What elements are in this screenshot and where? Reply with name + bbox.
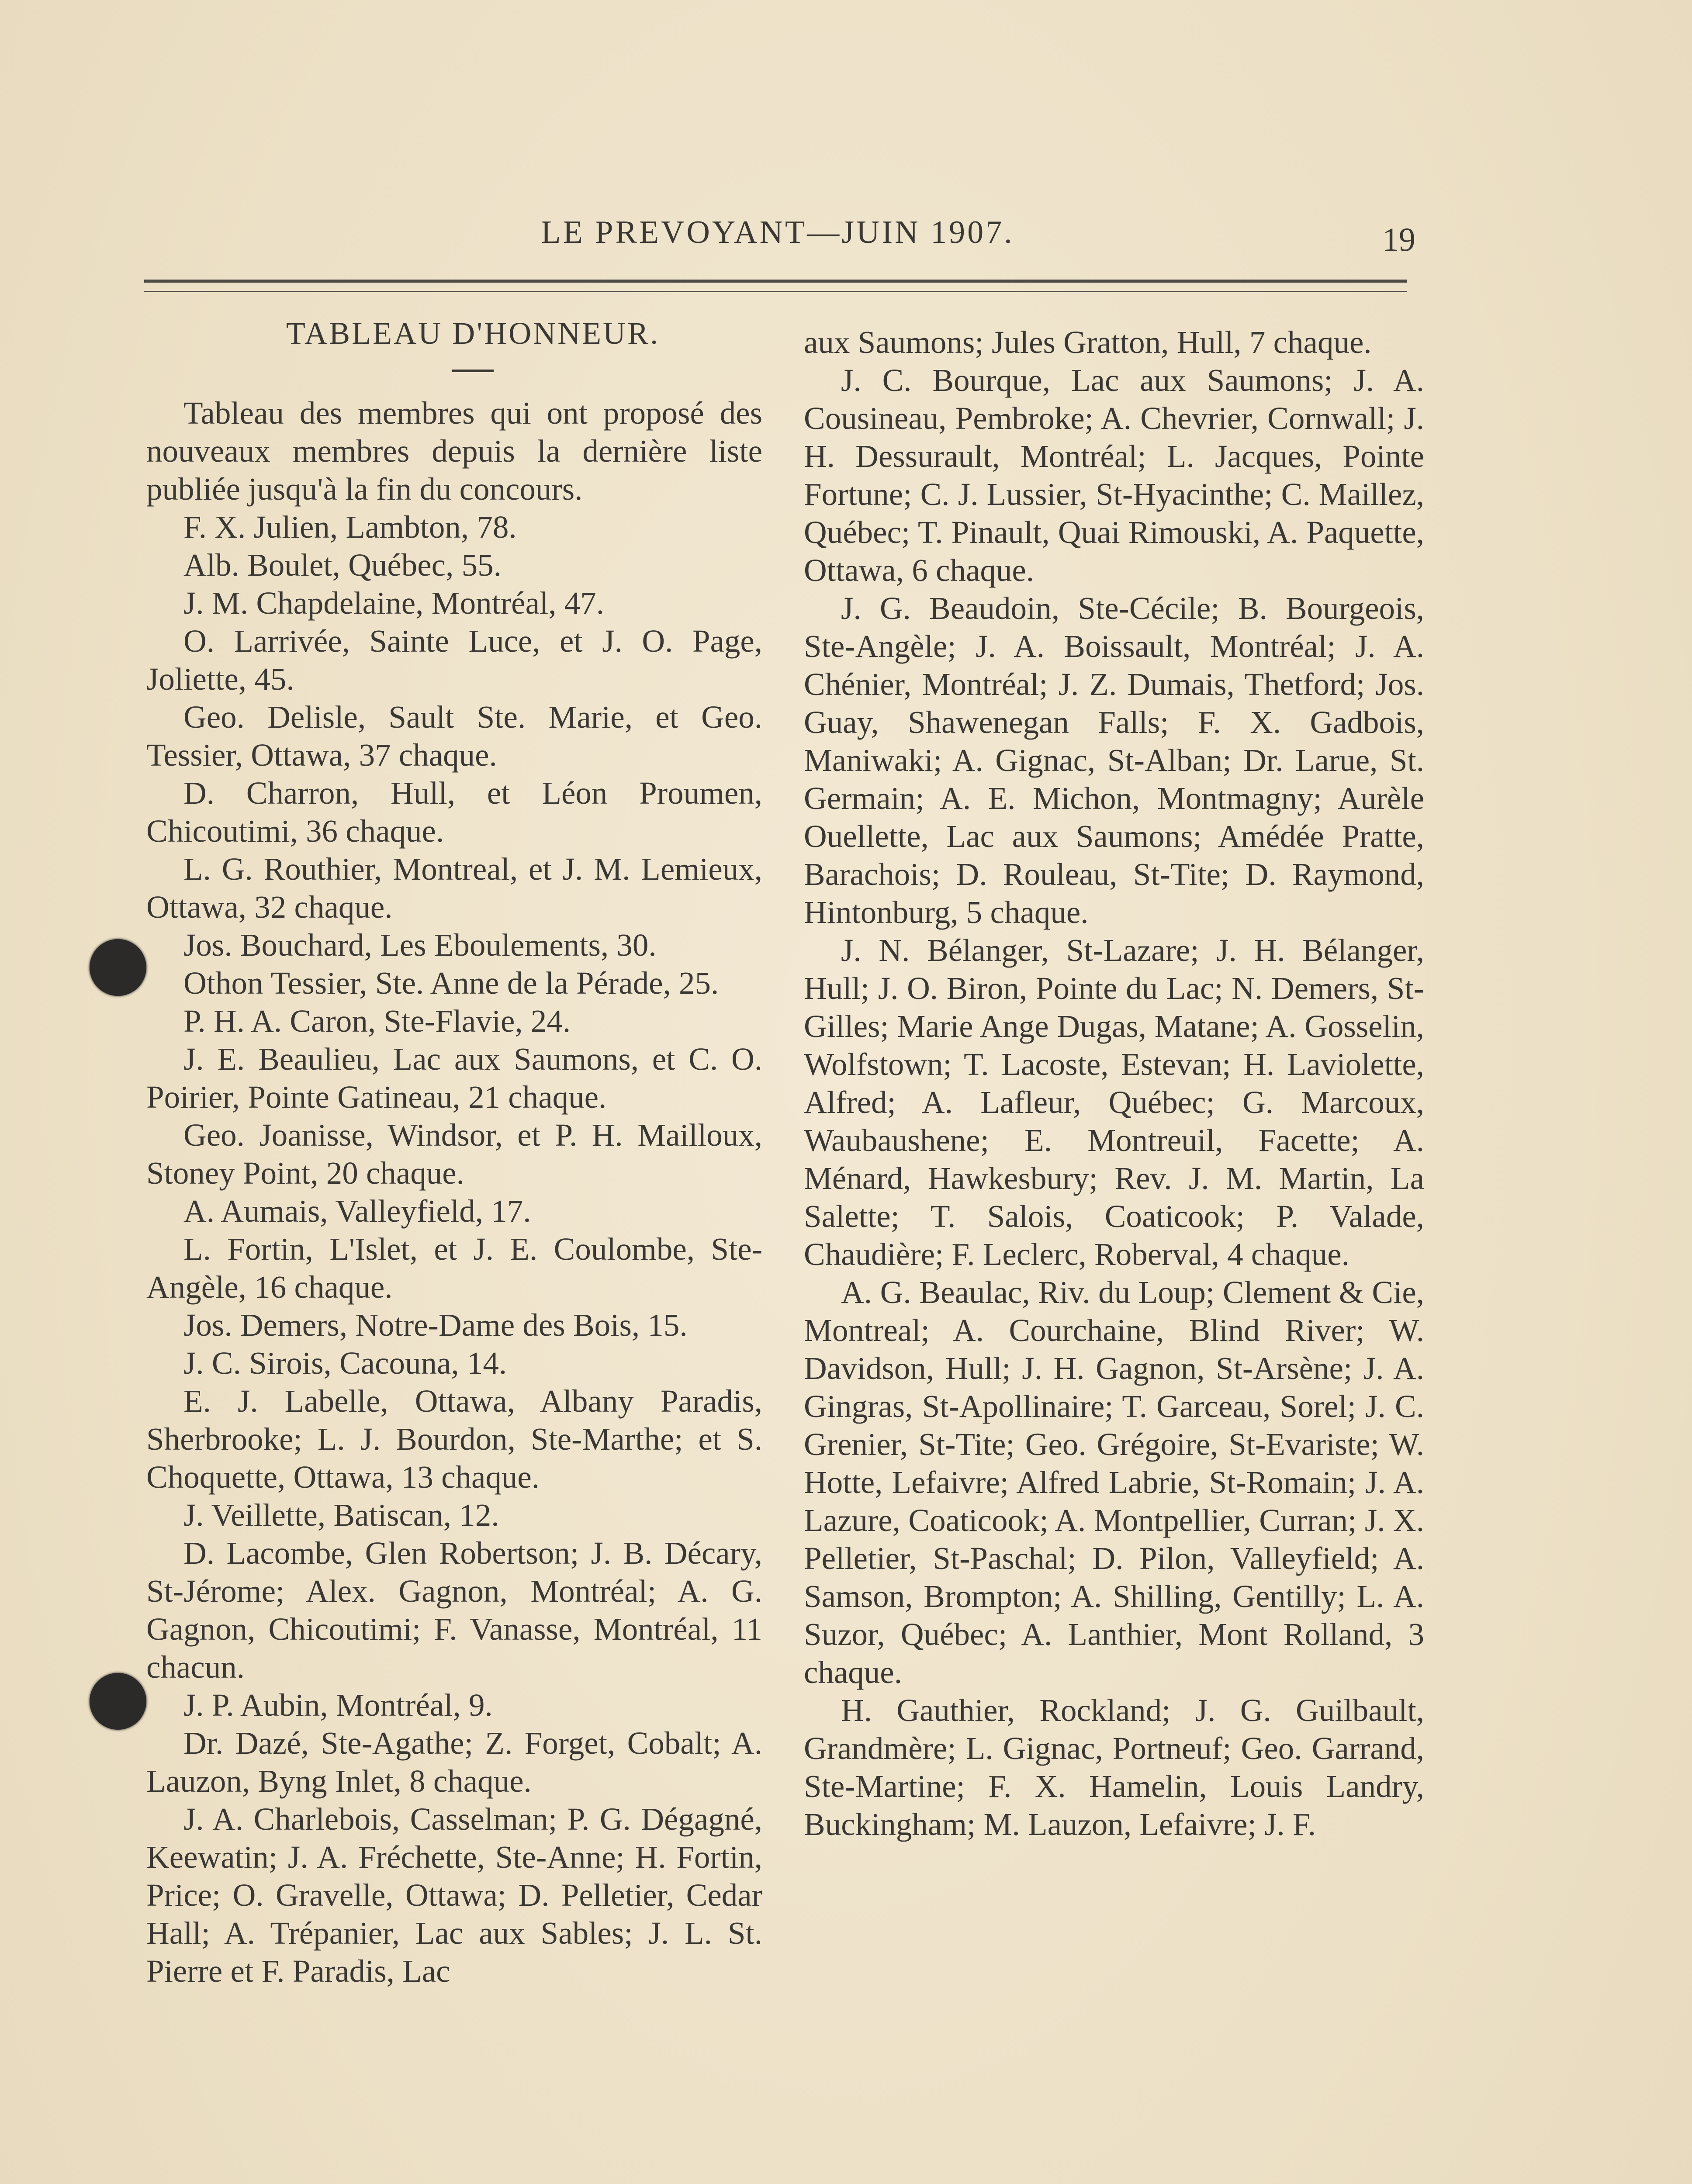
honor-entry: P. H. A. Caron, Ste-Flavie, 24.: [183, 1003, 571, 1039]
left-column: [146, 314, 762, 1990]
honor-entry: Jos. Bouchard, Les Eboulements, 30.: [183, 927, 657, 963]
honor-entry: J. G. Beaudoin, Ste-Cécile; B. Bourgeois, Ste-Angèle; J. A. Boissault, Montréal; J. A. Chénier, Montréal; J. Z. Dumais, Thetford; Jos. Guay, Shawenegan Falls; F. X. Gadbois, Maniwaki; A. Gignac, St-Alban; Dr. Larue, St. Germain; A. E. Michon, Montmagny; Aurèle Ouellette, Lac aux Saumons; Amédée Pratte, Barachois; D. Rouleau, St-Tite; D. Raymond, Hintonburg, 5 chaque.: [804, 591, 1424, 930]
honor-entry: L. G. Routhier, Montreal, et J. M. Lemieux, Ottawa, 32 chaque.: [146, 851, 762, 925]
binding-hole-top: [90, 939, 146, 996]
page-number: 19: [1382, 221, 1415, 258]
honor-entry: J. M. Chapdelaine, Montréal, 47.: [183, 585, 605, 621]
honor-entry: O. Larrivée, Sainte Luce, et J. O. Page, Joliette, 45.: [146, 623, 762, 697]
honor-entry: Dr. Dazé, Ste-Agathe; Z. Forget, Cobalt; A. Lauzon, Byng Inlet, 8 chaque.: [146, 1725, 762, 1799]
honor-entry: H. Gauthier, Rockland; J. G. Guilbault, Grandmère; L. Gignac, Portneuf; Geo. Garrand, Ste-Martine; F. X. Hamelin, Louis Landry, Buckingham; M. Lauzon, Lefaivre; J. F.: [804, 1693, 1424, 1842]
honor-entry: J. P. Aubin, Montréal, 9.: [183, 1687, 493, 1723]
honor-entry: Jos. Demers, Notre-Dame des Bois, 15.: [183, 1307, 688, 1343]
honor-entry: F. X. Julien, Lambton, 78.: [183, 509, 517, 545]
header-rule-thick: [144, 280, 1407, 283]
honor-entry: Othon Tessier, Ste. Anne de la Pérade, 25.: [183, 965, 719, 1001]
honor-entry: A. G. Beaulac, Riv. du Loup; Clement & Cie, Montreal; A. Courchaine, Blind River; W. Davidson, Hull; J. H. Gagnon, St-Arsène; J. A. Gingras, St-Apollinaire; T. Garceau, Sorel; J. C. Grenier, St-Tite; Geo. Grégoire, St-Evariste; W. Hotte, Lefaivre; Alfred Labrie, St-Romain; J. A. Lazure, Coaticook; A. Montpellier, Curran; J. X. Pelletier, St-Paschal; D. Pilon, Valleyfield; A. Samson, Brompton; A. Shilling, Gentilly; L. A. Suzor, Québec; A. Lanthier, Mont Rolland, 3 chaque.: [804, 1275, 1424, 1690]
honor-entry: L. Fortin, L'Islet, et J. E. Coulombe, Ste-Angèle, 16 chaque.: [146, 1231, 762, 1305]
honor-entry: Alb. Boulet, Québec, 55.: [183, 547, 502, 583]
honor-entry: J. N. Bélanger, St-Lazare; J. H. Bélanger, Hull; J. O. Biron, Pointe du Lac; N. Demers, St-Gilles; Marie Ange Dugas, Matane; A. Gosselin, Wolfstown; T. Lacoste, Estevan; H. Laviolette, Alfred; A. Lafleur, Québec; G. Marcoux, Waubaushene; E. Montreuil, Facette; A. Ménard, Hawkesbury; Rev. J. M. Martin, La Salette; T. Salois, Coaticook; P. Valade, Chaudière; F. Leclerc, Roberval, 4 chaque.: [804, 933, 1424, 1272]
section-title: TABLEAU D'HONNEUR.: [286, 316, 660, 351]
honor-entry: J. C. Sirois, Cacouna, 14.: [183, 1345, 507, 1381]
honor-entry: D. Lacombe, Glen Robertson; J. B. Décary, St-Jérome; Alex. Gagnon, Montréal; A. G. Gagnon, Chicoutimi; F. Vanasse, Montréal, 11 chacun.: [146, 1535, 762, 1685]
continued-entry: aux Saumons; Jules Gratton, Hull, 7 chaque.: [804, 325, 1372, 360]
honor-entry: J. E. Beaulieu, Lac aux Saumons, et C. O. Poirier, Pointe Gatineau, 21 chaque.: [146, 1041, 762, 1115]
title-dash: [146, 352, 762, 394]
honor-entry: J. C. Bourque, Lac aux Saumons; J. A. Cousineau, Pembroke; A. Chevrier, Cornwall; J. H. Dessurault, Montréal; L. Jacques, Pointe Fortune; C. J. Lussier, St-Hyacinthe; C. Maillez, Québec; T. Pinault, Quai Rimouski, A. Paquette, Ottawa, 6 chaque.: [804, 363, 1424, 588]
header-rule-thin: [144, 291, 1407, 292]
honor-entry: J. Veillette, Batiscan, 12.: [183, 1497, 499, 1533]
page-header: [144, 205, 1415, 271]
right-column: [804, 323, 1424, 1843]
honor-entry: Geo. Joanisse, Windsor, et P. H. Mailloux, Stoney Point, 20 chaque.: [146, 1117, 762, 1191]
running-title: LE PREVOYANT—JUIN 1907.: [541, 214, 1014, 250]
honor-entry: A. Aumais, Valleyfield, 17.: [183, 1193, 531, 1229]
intro-paragraph: Tableau des membres qui ont proposé des nouveaux membres depuis la dernière liste publiée jusqu'à la fin du concours.: [146, 395, 762, 507]
binding-hole-bottom: [90, 1673, 146, 1730]
honor-entry: Geo. Delisle, Sault Ste. Marie, et Geo. Tessier, Ottawa, 37 chaque.: [146, 699, 762, 773]
honor-entry: D. Charron, Hull, et Léon Proumen, Chicoutimi, 36 chaque.: [146, 775, 762, 849]
honor-entry: E. J. Labelle, Ottawa, Albany Paradis, Sherbrooke; L. J. Bourdon, Ste-Marthe; et S. Choquette, Ottawa, 13 chaque.: [146, 1383, 762, 1495]
honor-entry: J. A. Charlebois, Casselman; P. G. Dégagné, Keewatin; J. A. Fréchette, Ste-Anne; H. Fortin, Price; O. Gravelle, Ottawa; D. Pelletier, Cedar Hall; A. Trépanier, Lac aux Sables; J. L. St. Pierre et F. Paradis, Lac: [146, 1801, 762, 1989]
